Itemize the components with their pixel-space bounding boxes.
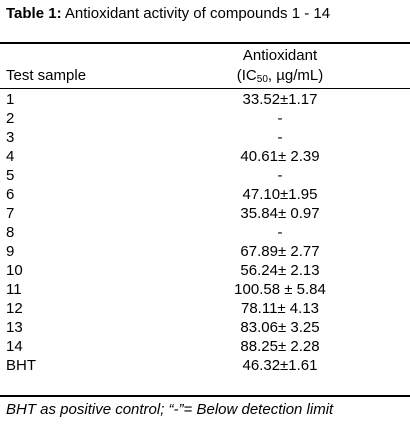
- table-row: [0, 223, 410, 242]
- sample-cell: 11: [6, 281, 22, 298]
- sample-cell: 2: [6, 110, 15, 127]
- ic50-value-cell: 35.84± 0.97: [240, 205, 320, 222]
- ic50-value-cell: -: [277, 129, 283, 146]
- sample-cell: 8: [6, 224, 15, 241]
- sample-cell: 13: [6, 319, 23, 336]
- sample-cell: 6: [6, 186, 15, 203]
- ic50-value-cell: 78.11± 4.13: [240, 300, 320, 317]
- sample-cell: 12: [6, 300, 23, 317]
- ic-subscript: 50: [256, 74, 268, 85]
- sample-cell: 4: [6, 148, 15, 165]
- sample-cell: 5: [6, 167, 15, 184]
- table-body: [0, 90, 410, 375]
- table-row: [0, 204, 410, 223]
- table-bottom-rule: [0, 395, 410, 397]
- table-row: [0, 185, 410, 204]
- table-row: [0, 166, 410, 185]
- ic50-value-cell: -: [277, 167, 283, 184]
- sample-cell: 1: [6, 91, 15, 108]
- ic50-value-cell: -: [277, 224, 283, 241]
- table-row: [0, 318, 410, 337]
- ic-prefix: (IC: [236, 67, 257, 84]
- sample-cell: BHT: [6, 357, 36, 374]
- table-row: [0, 337, 410, 356]
- column-header-antioxidant-line1: Antioxidant: [242, 47, 318, 64]
- column-header-test-sample: Test sample: [6, 67, 87, 84]
- table-row: [0, 280, 410, 299]
- caption-text: Antioxidant activity of compounds 1 - 14: [61, 5, 331, 22]
- ic50-value-cell: 67.89± 2.77: [240, 243, 320, 260]
- table-row: [0, 261, 410, 280]
- sample-cell: 3: [6, 129, 15, 146]
- table-row: [0, 242, 410, 261]
- ic50-value-cell: -: [277, 110, 283, 127]
- table-top-rule: [0, 42, 410, 44]
- sample-cell: 14: [6, 338, 23, 355]
- table-row: [0, 356, 410, 375]
- ic50-value-cell: 33.52±1.17: [242, 91, 318, 108]
- table-footnote: BHT as positive control; “-”= Below detection limit: [6, 401, 334, 418]
- sample-cell: 7: [6, 205, 15, 222]
- column-header-antioxidant-line2: [160, 66, 400, 86]
- ic50-value-cell: 100.58 ± 5.84: [234, 281, 326, 298]
- ic50-value-cell: 47.10±1.95: [242, 186, 318, 203]
- sample-cell: 10: [6, 262, 23, 279]
- ic50-value-cell: 83.06± 3.25: [240, 319, 320, 336]
- sample-cell: 9: [6, 243, 15, 260]
- ic-suffix: , µg/mL): [267, 67, 324, 84]
- ic50-value-cell: 46.32±1.61: [242, 357, 318, 374]
- column-header-antioxidant: [160, 46, 400, 86]
- table-row: [0, 90, 410, 109]
- table-row: [0, 109, 410, 128]
- table-row: [0, 147, 410, 166]
- ic50-value-cell: 40.61± 2.39: [240, 148, 320, 165]
- header-rule: [0, 88, 410, 89]
- ic50-value-cell: 56.24± 2.13: [240, 262, 320, 279]
- caption-label: Table 1:: [6, 5, 62, 22]
- table-row: [0, 128, 410, 147]
- table-row: [0, 299, 410, 318]
- ic50-value-cell: 88.25± 2.28: [240, 338, 320, 355]
- table-caption: [6, 4, 330, 24]
